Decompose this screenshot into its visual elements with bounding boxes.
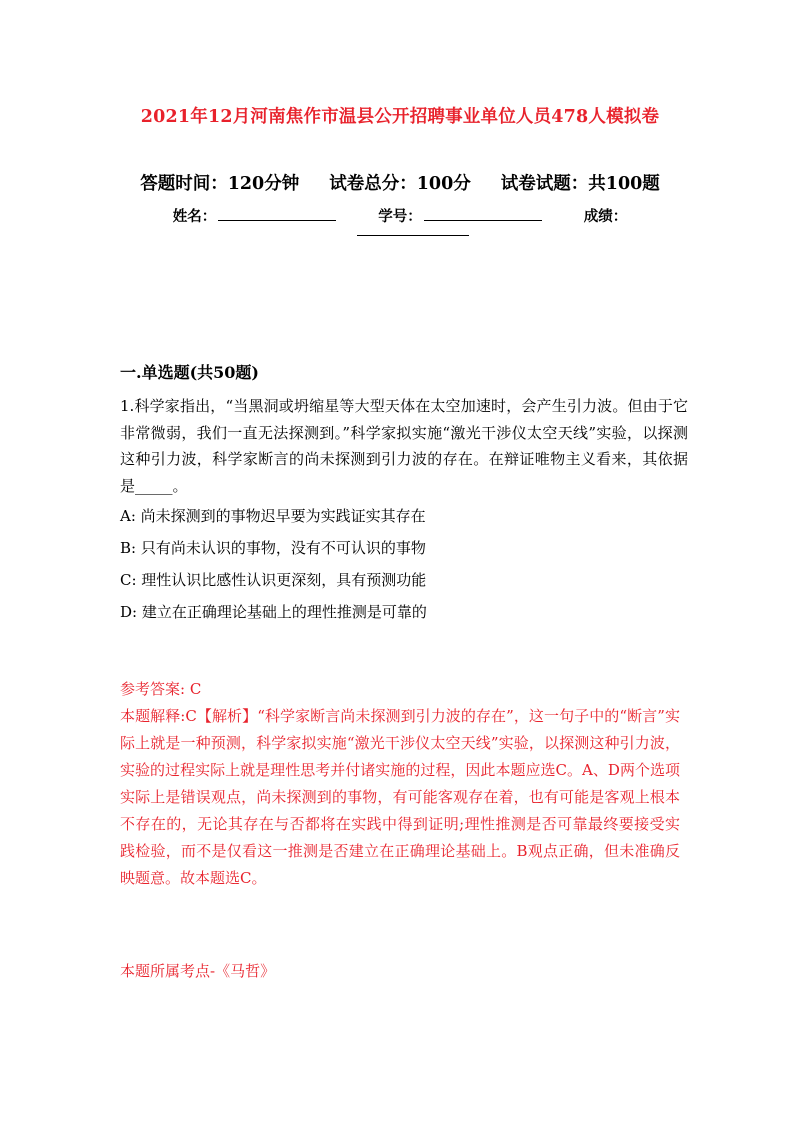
student-id-blank	[424, 207, 542, 221]
answer-explanation: 本题解释:C【解析】“科学家断言尚未探测到引力波的存在”，这一句子中的“断言”实际上就是一种预测，科学家拟实施“激光干涉仪太空天线”实验，以探测这种引力波，实验的过程实际上就是理性思考并付诸实施的过程，因此本题应选C。A、D两个选项实际上是错误观点，尚未探测到的事物，有可能客观存在着，也有可能是客观上根本不存在的，无论其存在与否都将在实践中得到证明;理性推测是否可靠最终要接受实践检验，而不是仅看这一推测是否建立在正确理论基础上。B观点正确，但未准确反映题意。故本题选C。	[120, 707, 680, 887]
name-label: 姓名：	[172, 208, 217, 225]
option-d: D: 建立在正确理论基础上的理性推测是可靠的	[120, 603, 427, 621]
answer-block	[120, 676, 680, 892]
option-c: C: 理性认识比感性认识更深刻，具有预测功能	[120, 571, 427, 589]
option-a: A: 尚未探测到的事物迟早要为实践证实其存在	[120, 507, 426, 525]
exam-score: 试卷总分：100分	[329, 174, 471, 194]
question-stem: 1.科学家指出，“当黑洞或坍缩星等大型天体在太空加速时，会产生引力波。但由于它非常微弱，我们一直无法探测到。”科学家拟实施“激光干涉仪太空天线”实验，以探测这种引力波，科学家断言的尚未探测到引力波的存在。在辩证唯物主义看来，其依据是_____。	[120, 397, 688, 495]
exam-time: 答题时间：120分钟	[140, 174, 300, 194]
student-id-label: 学号：	[378, 208, 422, 225]
answer-key: 参考答案: C	[120, 680, 202, 698]
grade-label: 成绩：	[583, 208, 628, 225]
question-block	[120, 393, 688, 627]
exam-question-count: 试卷试题：共100题	[500, 174, 660, 194]
exam-meta	[0, 170, 800, 195]
option-b: B: 只有尚未认识的事物，没有不可认识的事物	[120, 539, 426, 557]
name-blank	[218, 207, 336, 221]
section-heading: 一.单选题(共50题)	[120, 363, 259, 382]
exam-title: 2021年12月河南焦作市温县公开招聘事业单位人员478人模拟卷	[140, 107, 660, 127]
knowledge-point: 本题所属考点-《马哲》	[120, 962, 276, 980]
grade-blank	[357, 222, 469, 236]
